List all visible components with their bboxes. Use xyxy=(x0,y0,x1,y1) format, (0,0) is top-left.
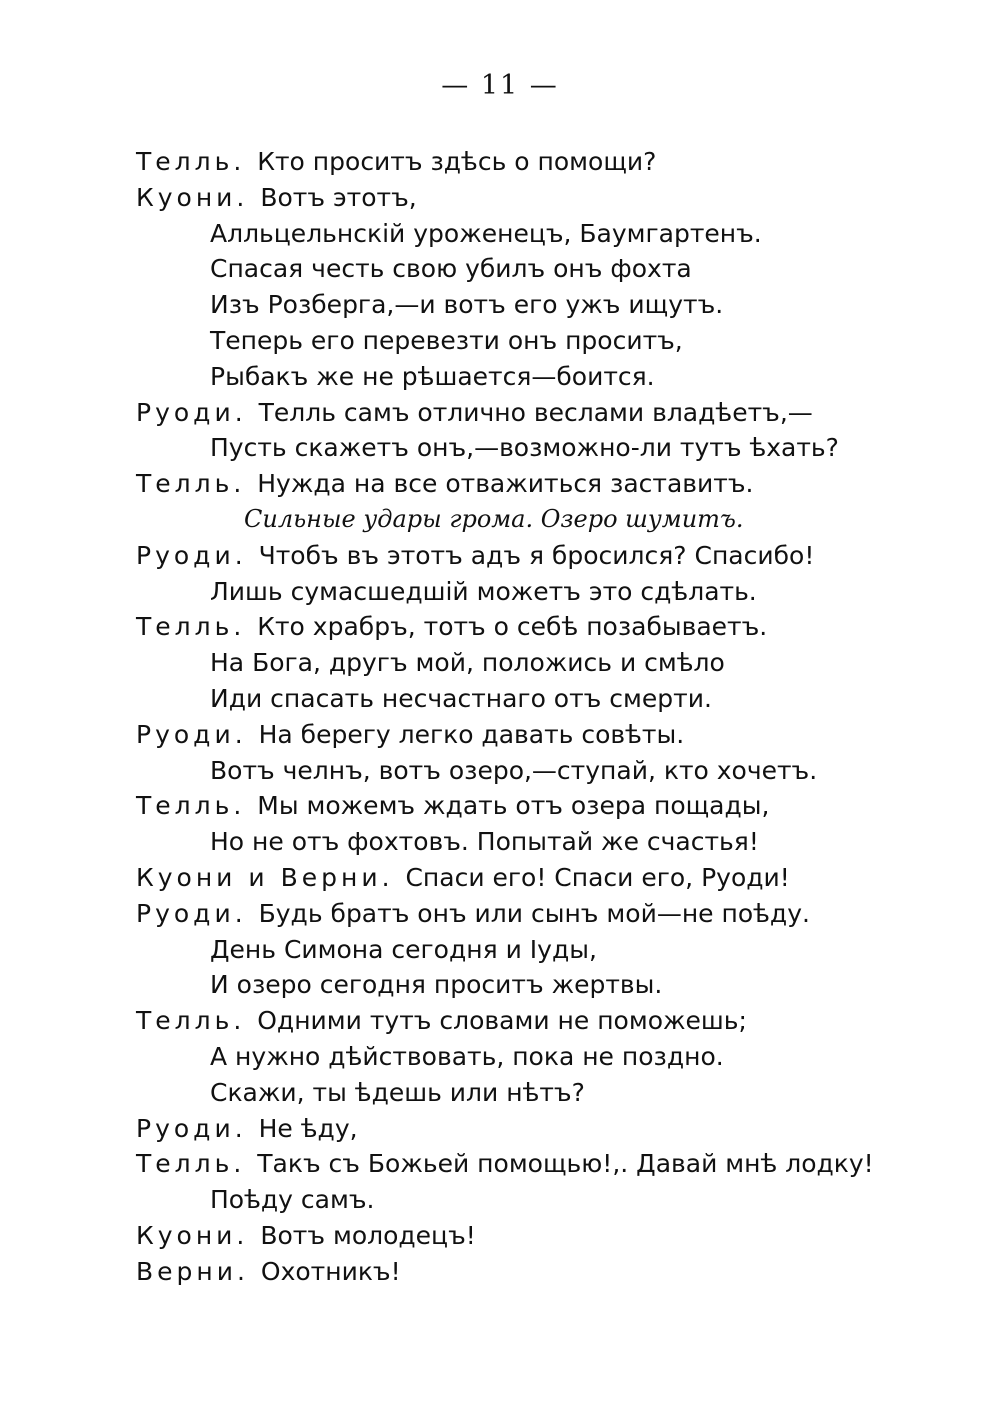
speaker-name: Телль. xyxy=(136,469,246,499)
dialogue-line xyxy=(0,180,1000,216)
verse-line xyxy=(0,1182,1000,1218)
dialogue-line xyxy=(0,1254,1000,1290)
speaker-name: Руоди. xyxy=(136,1113,247,1143)
dialogue-line xyxy=(0,1218,1000,1254)
dialogue-line xyxy=(0,1111,1000,1147)
line-text: Лишь сумасшедшій можетъ это сдѣлать. xyxy=(210,576,757,606)
line-text: Иди спасать несчастнаго отъ смерти. xyxy=(210,683,712,713)
speaker-name: Руоди. xyxy=(136,898,247,928)
play-text xyxy=(0,144,1000,1290)
line-text: Одними тутъ словами не поможешь; xyxy=(257,1006,747,1036)
verse-line xyxy=(0,1075,1000,1111)
verse-line xyxy=(0,753,1000,789)
verse-line xyxy=(0,967,1000,1003)
line-text: Такъ съ Божьей помощью!,. Давай мнѣ лодку! xyxy=(257,1149,874,1179)
dialogue-line xyxy=(0,860,1000,896)
stage-direction: Сильные удары грома. Озеро шумитъ. xyxy=(244,504,744,533)
line-text: Охотникъ! xyxy=(260,1256,401,1286)
dialogue-line xyxy=(0,717,1000,753)
line-text: Поѣду самъ. xyxy=(210,1185,375,1215)
verse-line xyxy=(0,1039,1000,1075)
line-text: Спаси его! Спаси его, Руоди! xyxy=(405,862,790,892)
line-text: Изъ Розберга,—и вотъ его ужъ ищутъ. xyxy=(210,290,724,320)
speaker-name: Руоди. xyxy=(136,540,247,570)
dialogue-line xyxy=(0,395,1000,431)
line-text: Вотъ этотъ, xyxy=(260,182,417,212)
dialogue-line xyxy=(0,1146,1000,1182)
line-text: Теперь его перевезти онъ проситъ, xyxy=(210,325,683,355)
verse-line xyxy=(0,645,1000,681)
speaker-name: Верни. xyxy=(136,1256,249,1286)
speaker-name: Телль. xyxy=(136,612,246,642)
speaker-name: Куони. xyxy=(136,1220,249,1250)
dialogue-line xyxy=(0,896,1000,932)
line-text: На берегу легко давать совѣты. xyxy=(258,719,685,749)
line-text: Телль самъ отлично веслами владѣетъ,— xyxy=(258,397,813,427)
verse-line xyxy=(0,216,1000,252)
speaker-name: Руоди. xyxy=(136,719,247,749)
line-text: Мы можемъ ждать отъ озера пощады, xyxy=(257,791,770,821)
speaker-name: Телль. xyxy=(136,1149,246,1179)
line-text: На Бога, другъ мой, положись и смѣло xyxy=(210,648,725,678)
verse-line xyxy=(0,359,1000,395)
speaker-name: Куони и Верни. xyxy=(136,862,394,892)
speaker-name: Телль. xyxy=(136,147,246,176)
verse-line xyxy=(0,681,1000,717)
line-text: И озеро сегодня проситъ жертвы. xyxy=(210,970,663,1000)
line-text: Спасая честь свою убилъ онъ фохта xyxy=(210,254,692,284)
line-text: Рыбакъ же не рѣшается—боится. xyxy=(210,361,655,391)
line-text: Кто храбръ, тотъ о себѣ позабываетъ. xyxy=(257,612,768,642)
line-text: День Симона сегодня и Іуды, xyxy=(210,934,597,964)
verse-line xyxy=(0,430,1000,466)
line-text: Нужда на все отважиться заставитъ. xyxy=(257,469,754,499)
line-text: Вотъ молодецъ! xyxy=(260,1220,476,1250)
line-text: Не ѣду, xyxy=(258,1113,358,1143)
line-text: Но не отъ фохтовъ. Попытай же счастья! xyxy=(210,827,759,857)
line-text: Алльцельнскій уроженецъ, Баумгартенъ. xyxy=(210,218,762,248)
dialogue-line xyxy=(0,538,1000,574)
line-text: Вотъ челнъ, вотъ озеро,—ступай, кто хочетъ. xyxy=(210,755,818,785)
speaker-name: Телль. xyxy=(136,1006,246,1036)
dialogue-line xyxy=(0,144,1000,180)
line-text: Чтобъ въ этотъ адъ я бросился? Спасибо! xyxy=(258,540,815,570)
speaker-name: Телль. xyxy=(136,791,246,821)
dialogue-line xyxy=(0,466,1000,502)
speaker-name: Руоди. xyxy=(136,397,247,427)
line-text: Кто проситъ здѣсь о помощи? xyxy=(257,147,657,176)
verse-line xyxy=(0,932,1000,968)
verse-line xyxy=(0,251,1000,287)
dialogue-line xyxy=(0,609,1000,645)
line-text: Скажи, ты ѣдешь или нѣтъ? xyxy=(210,1077,585,1107)
speaker-name: Куони. xyxy=(136,182,249,212)
line-text: А нужно дѣйствовать, пока не поздно. xyxy=(210,1041,724,1071)
verse-line xyxy=(0,824,1000,860)
line-text: Будь братъ онъ или сынъ мой—не поѣду. xyxy=(258,898,810,928)
dialogue-line xyxy=(0,788,1000,824)
verse-line xyxy=(0,323,1000,359)
verse-line xyxy=(0,574,1000,610)
verse-line xyxy=(0,287,1000,323)
page-number: — 11 — xyxy=(441,70,559,101)
line-text: Пусть скажетъ онъ,—возможно-ли тутъ ѣхать? xyxy=(210,433,839,463)
dialogue-line xyxy=(0,1003,1000,1039)
